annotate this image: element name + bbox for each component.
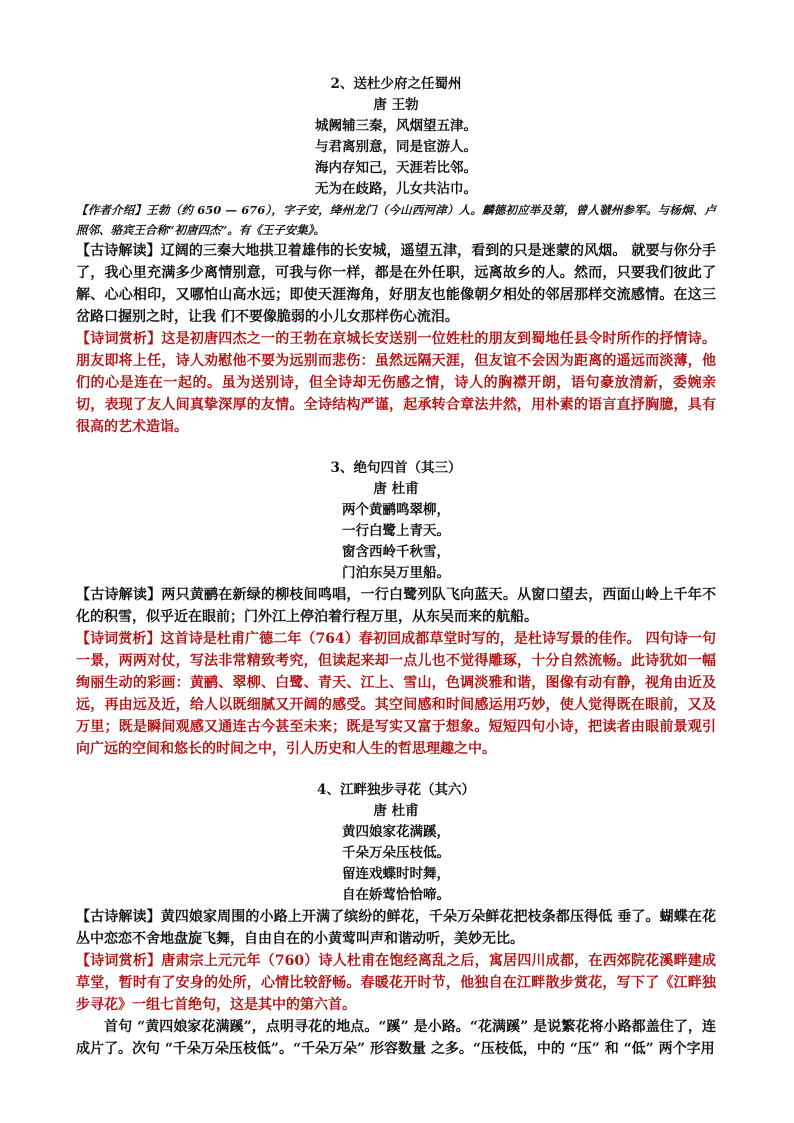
poem-line: 千朵万朵压枝低。 xyxy=(342,845,450,861)
appreciation-text: 唐肃宗上元元年（760）诗人杜甫在饱经离乱之后，寓居四川成都，在西郊院花溪畔建成草堂，暂时有了安身的处所，心情比较舒畅。春暖花开时节，他独自在江畔散步赏花，写下了《江畔独步寻花》一组七首绝句，这是其中的第六首。 xyxy=(76,953,716,1013)
intro-text: 王勃（约 650 — 676），字子安，绛州龙门（今山西河津）人。麟德初应举及第，曾人虢州参军。与杨炯、卢照邻、骆宾王合称“初唐四杰”。有《王子安集》。 xyxy=(76,203,716,237)
intro-tag: 【作者介绍】 xyxy=(76,203,147,217)
poem-line: 与君离别意，同是宦游人。 xyxy=(315,139,477,155)
poem-reading xyxy=(76,584,716,628)
appreciation-tag: 【诗词赏析】 xyxy=(76,631,161,647)
poem-line: 一行白鹭上青天。 xyxy=(342,523,450,539)
appreciation-tag: 【诗词赏析】 xyxy=(76,331,162,347)
poem-title: 3、绝句四首（其三） xyxy=(330,460,462,476)
poem-line: 自在娇莺恰恰啼。 xyxy=(342,887,450,903)
poem-author: 唐 杜甫 xyxy=(373,803,419,819)
author-intro xyxy=(76,200,716,240)
poem-line: 无为在歧路，儿女共沾巾。 xyxy=(315,181,477,197)
reading-text: 辽阔的三秦大地拱卫着雄伟的长安城，遥望五津，看到的只是迷蒙的风烟。 就要与你分手了，我心里充满多少离情别意，可我与你一样，都是在外任职，远离故乡的人。然而，只要我们彼此了解、心心相印，又哪怕山高水远；即使天涯海角，好朋友也能像朝夕相处的邻居那样交流感情。在这三岔路口握别之时，让我 们不要像脆弱的小儿女那样伤心流泪。 xyxy=(76,243,717,325)
poem-title: 2、送杜少府之任蜀州 xyxy=(330,76,462,92)
appreciation-text: 这是初唐四杰之一的王勃在京城长安送别一位姓杜的朋友到蜀地任县令时所作的抒情诗。朋友即将上任，诗人劝慰他不要为远别而悲伤：虽然远隔天涯，但友谊不会因为距离的遥远而淡薄，他们的心是连在一起的。虽为送别诗，但全诗却无伤感之情，诗人的胸襟开朗，语句豪放清新，委婉亲切，表现了友人间真挚深厚的友情。全诗结构严谨，起承转合章法井然，用朴素的语言直抒胸臆，具有很高的艺术造诣。 xyxy=(76,331,717,435)
analysis-paragraph: 首句 “黄四娘家花满蹊”，点明寻花的地点。“蹊” 是小路。“花满蹊” 是说繁花将小路都盖住了，连成片了。次句 “千朵万朵压枝低”。“千朵万朵” 形容数量 之多。“压枝低，中的 “压” 和 “低” 两个字用 xyxy=(76,1019,716,1057)
section-spacer xyxy=(76,760,716,780)
section-4 xyxy=(76,780,716,1060)
reading-tag: 【古诗解读】 xyxy=(76,909,161,925)
reading-text: 两只黄鹂在新绿的柳枝间鸣唱，一行白鹭列队飞向蓝天。从窗口望去，西面山岭上千年不化的积雪，似乎近在眼前；门外江上停泊着行程万里，从东吴而来的航船。 xyxy=(76,587,717,625)
section-spacer xyxy=(76,438,716,458)
poem-line: 留连戏蝶时时舞， xyxy=(342,866,450,882)
reading-text: 黄四娘家周围的小路上开满了缤纷的鲜花，千朵万朵鲜花把枝条都压得低 垂了。蝴蝶在花丛中恋恋不舍地盘旋飞舞，自由自在的小黄莺叫声和谐动听，美妙无比。 xyxy=(76,909,717,947)
poem-author: 唐 杜甫 xyxy=(373,481,419,497)
reading-tag: 【古诗解读】 xyxy=(76,243,161,259)
poem-appreciation xyxy=(76,328,716,438)
poem-reading xyxy=(76,906,716,950)
poem-appreciation xyxy=(76,628,716,760)
poem-line: 海内存知己，天涯若比邻。 xyxy=(315,160,477,176)
appreciation-text: 这首诗是杜甫广德二年（764）春初回成都草堂时写的，是杜诗写景的佳作。 四句诗一句一景，两两对仗，写法非常精致考究，但读起来却一点儿也不觉得雕琢，十分自然流畅。此诗犹如一幅绚丽生动的彩画：黄鹂、翠柳、白鹭、青天、江上、雪山，色调淡雅和谐，图像有动有静，视角由近及远，再由远及近，给人以既细腻又开阔的感受。其空间感和时间感运用巧妙，使人觉得既在眼前，又及万里；既是瞬间观感又通连古今甚至未来；既是写实又富于想象。短短四句小诗，把读者由眼前景观引向广远的空间和悠长的时间之中，引人历史和人生的哲思理趣之中。 xyxy=(76,631,716,757)
poem-line: 黄四娘家花满蹊， xyxy=(342,824,450,840)
poem-line: 门泊东吴万里船。 xyxy=(342,565,450,581)
poem-line: 窗含西岭千秋雪， xyxy=(342,544,450,560)
document-page xyxy=(76,74,716,1060)
section-3 xyxy=(76,458,716,760)
reading-tag: 【古诗解读】 xyxy=(76,587,162,603)
poem-line: 两个黄鹂鸣翠柳， xyxy=(342,502,450,518)
appreciation-tag: 【诗词赏析】 xyxy=(76,953,162,969)
poem-reading xyxy=(76,240,716,328)
poem-title: 4、江畔独步寻花（其六） xyxy=(317,782,475,798)
poem-line: 城阙辅三秦，风烟望五津。 xyxy=(315,118,477,134)
poem-appreciation xyxy=(76,950,716,1016)
poem-author: 唐 王勃 xyxy=(373,97,419,113)
section-2 xyxy=(76,74,716,438)
